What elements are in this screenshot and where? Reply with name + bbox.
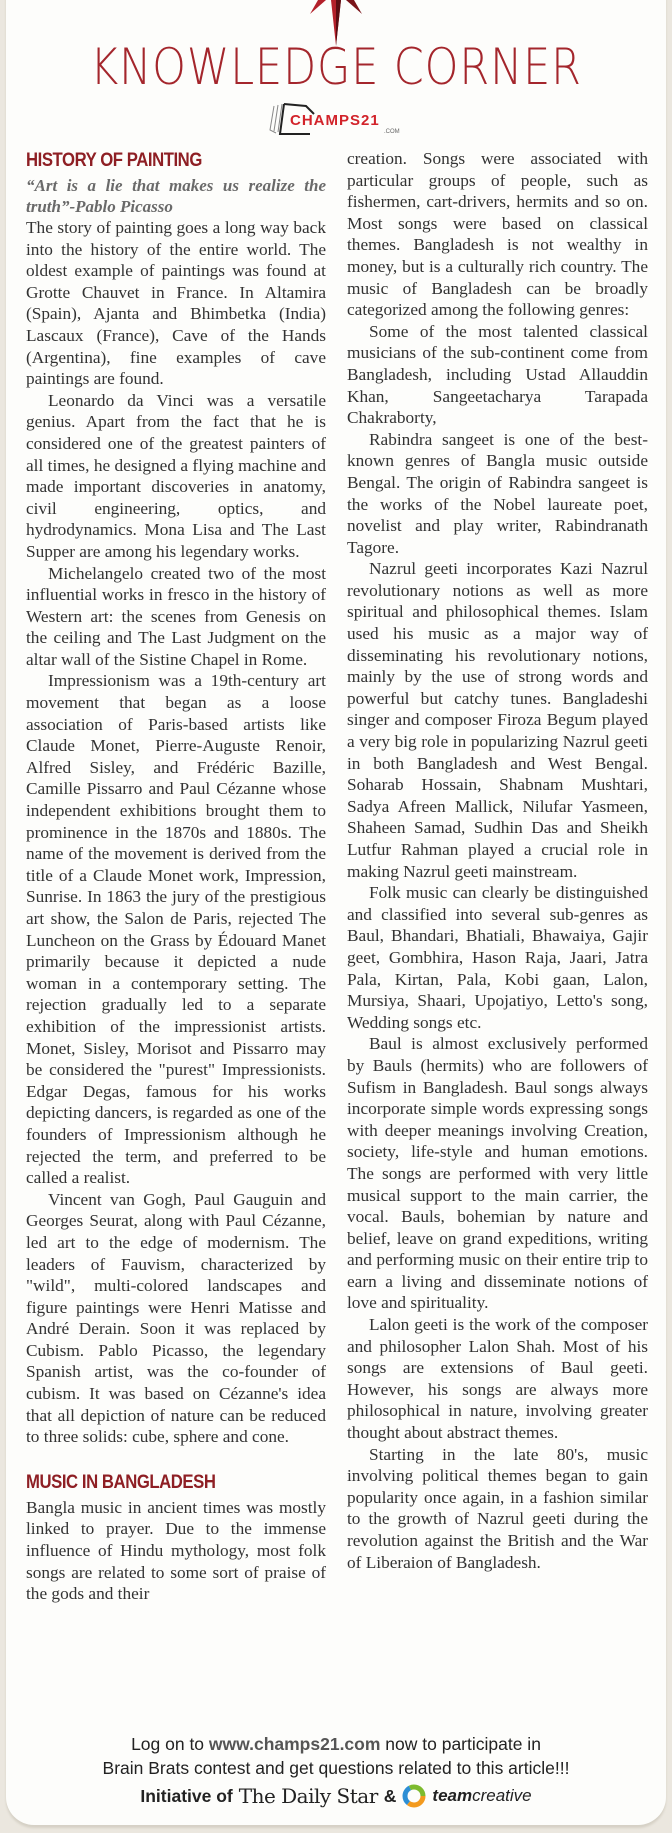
svg-text:.COM: .COM [384,129,400,135]
paragraph: Leonardo da Vinci was a versatile genius. Apart from the fact that he is considered one of the greatest painters of all times, he designed a flying machine and made important discoveries in anatomy, civil engineering, optics, and hydrodynamics. Mona Lisa and The Last Supper are among his legendary works. [26,390,326,561]
paragraph: Michelangelo created two of the most influential works in fresco in the history of Western art: the scenes from Genesis on the ceiling and The Last Judgment on the altar wall of the Sistine Chapel in Rome. [26,563,326,669]
section-heading-music-in-bangladesh: MUSIC IN BANGLADESH [26,1471,216,1493]
paragraph: Folk music can clearly be distinguished and classified into several sub-genres as Baul, Bhandari, Bhatiali, Bhawaiya, Gajir geet, Gombhira, Hason Raja, Jaari, Jatra Pala, Kirtan, Pala, Kobi gaan, Lalon, Mursiya, Shaari, Upojatiyo, Letto's song, Wedding songs etc. [347,883,648,1032]
page-title: KNOWLEDGE CORNER [90,38,582,96]
svg-text:CHAMPS21: CHAMPS21 [290,112,380,129]
footer-line-1: Log on to www.champs21.com now to participate in [131,1734,541,1754]
teamcreative-logo: teamcreative [432,1786,532,1805]
teamcreative-logo-icon [402,1784,426,1808]
champs21-link[interactable]: www.champs21.com [208,1734,381,1754]
paragraph: Some of the most talented classical musicians of the sub-continent come from Bangladesh, including Ustad Allauddin Khan, Sangeetacharya Tarapada Chakraborty, [347,321,648,428]
champs21-logo [266,100,426,138]
daily-star-logo: The Daily Star [238,1784,378,1808]
paragraph: Lalon geeti is the work of the composer and philosopher Lalon Shah. Most of his songs are extensions of Baul geeti. However, his songs are always more philosophical in nature, involving greater thought about abstract themes. [347,1315,648,1443]
footer-line-2: Brain Brats contest and get questions related to this article!!! [102,1758,570,1778]
paragraph: Vincent van Gogh, Paul Gauguin and Georges Seurat, along with Paul Cézanne, led art to the edge of modernism. The leaders of Fauvism, characterized by "wild", multi-colored landscapes and figure paintings were Henri Matisse and André Derain. Soon it was replaced by Cubism. Pablo Picasso, the legendary Spanish artist, was the co-founder of cubism. It was based on Cézanne's idea that all depiction of nature can be reduced to three solids: cube, sphere and cone. [26,1189,326,1447]
paragraph: Baul is almost exclusively performed by Bauls (hermits) who are followers of Sufism in Bangladesh. Baul songs always incorporate simple words expressing songs with deeper meanings involving Creation, society, life-style and human emotions. The songs are performed with very little musical support to the main carrier, the vocal. Bauls, bohemian by nature and belief, leave on grand expeditions, writing and performing music on their entire trip to earn a living and disseminate notions of love and spirituality. [347,1034,648,1313]
paragraph: Nazrul geeti incorporates Kazi Nazrul revolutionary notions as well as more spiritual and philosophical themes. Islam used his music as a major way of disseminating his revolutionary notions, mainly by the use of strong words and powerful but catchy tunes. Bangladeshi singer and composer Firoza Begum played a very big role in popularizing Nazrul geeti in both Bangladesh and West Bengal. Soharab Hossain, Shabnam Mushtari, Sadya Afreen Mallick, Nilufar Yasmeen, Shaheen Samad, Sudhin Das and Sheikh Lutfur Rahman played a crucial role in making Nazrul geeti mainstream. [347,559,648,881]
initiative-line: Initiative of The Daily Star & teamcreative [140,1784,532,1808]
section-heading-history-of-painting: HISTORY OF PAINTING [26,150,202,171]
right-column [347,148,648,1573]
paragraph: Rabindra sangeet is one of the best-known genres of Bangla music outside Bengal. The origin of Rabindra sangeet is the works of the Nobel laureate poet, novelist and play writer, Rabindranath Tagore. [347,429,648,557]
paragraph: Starting in the late 80's, music involving political themes began to gain popularity once again, in a fashion similar to the growth of Nazrul geeti during the revolution against the British and the War of Liberaion of Bangladesh. [347,1444,648,1572]
paragraph: Bangla music in ancient times was mostly linked to prayer. Due to the immense influence of Hindu mythology, most folk songs are related to some sort of praise of the gods and their [26,1497,326,1604]
picasso-quote: “Art is a lie that makes us realize the truth”-Pablo Picasso [26,176,326,216]
initiative-label: Initiative of [140,1786,233,1806]
footer [0,1732,672,1808]
left-column [26,148,326,1605]
paragraph: creation. Songs were associated with particular groups of people, such as fishermen, cart-drivers, hermits and so on. Most songs were based on classical themes. Bangladesh is not wealthy in money, but is a culturally rich country. The music of Bangladesh can be broadly categorized among the following genres: [347,149,648,320]
paragraph: Impressionism was a 19th-century art movement that began as a loose association of Paris-based artists like Claude Monet, Pierre-Auguste Renoir, Alfred Sisley, and Frédéric Bazille, Camille Pissarro and Paul Cézanne whose independent exhibitions brought them to prominence in the 1870s and 1880s. The name of the movement is derived from the title of a Claude Monet work, Impression, Sunrise. In 1863 the jury of the prestigious art show, the Salon de Paris, rejected The Luncheon on the Grass by Édouard Manet primarily because it depicted a nude woman in a contemporary setting. The rejection gradually led to a separate exhibition of the impressionist artists. Monet, Sisley, Morisot and Pissarro may be considered the "purest" Impressionists. Edgar Degas, famous for his works depicting dancers, is regarded as one of the founders of Impressionism although he rejected the term, and preferred to be called a realist. [26,671,326,1188]
paragraph: The story of painting goes a long way back into the history of the entire world. The oldest example of paintings was found at Grotte Chauvet in France. In Altamira (Spain), Ajanta and Bhimbetka (India) Lascaux (France), Cave of the Hands (Argentina), fine examples of cave paintings are found. [26,218,326,389]
